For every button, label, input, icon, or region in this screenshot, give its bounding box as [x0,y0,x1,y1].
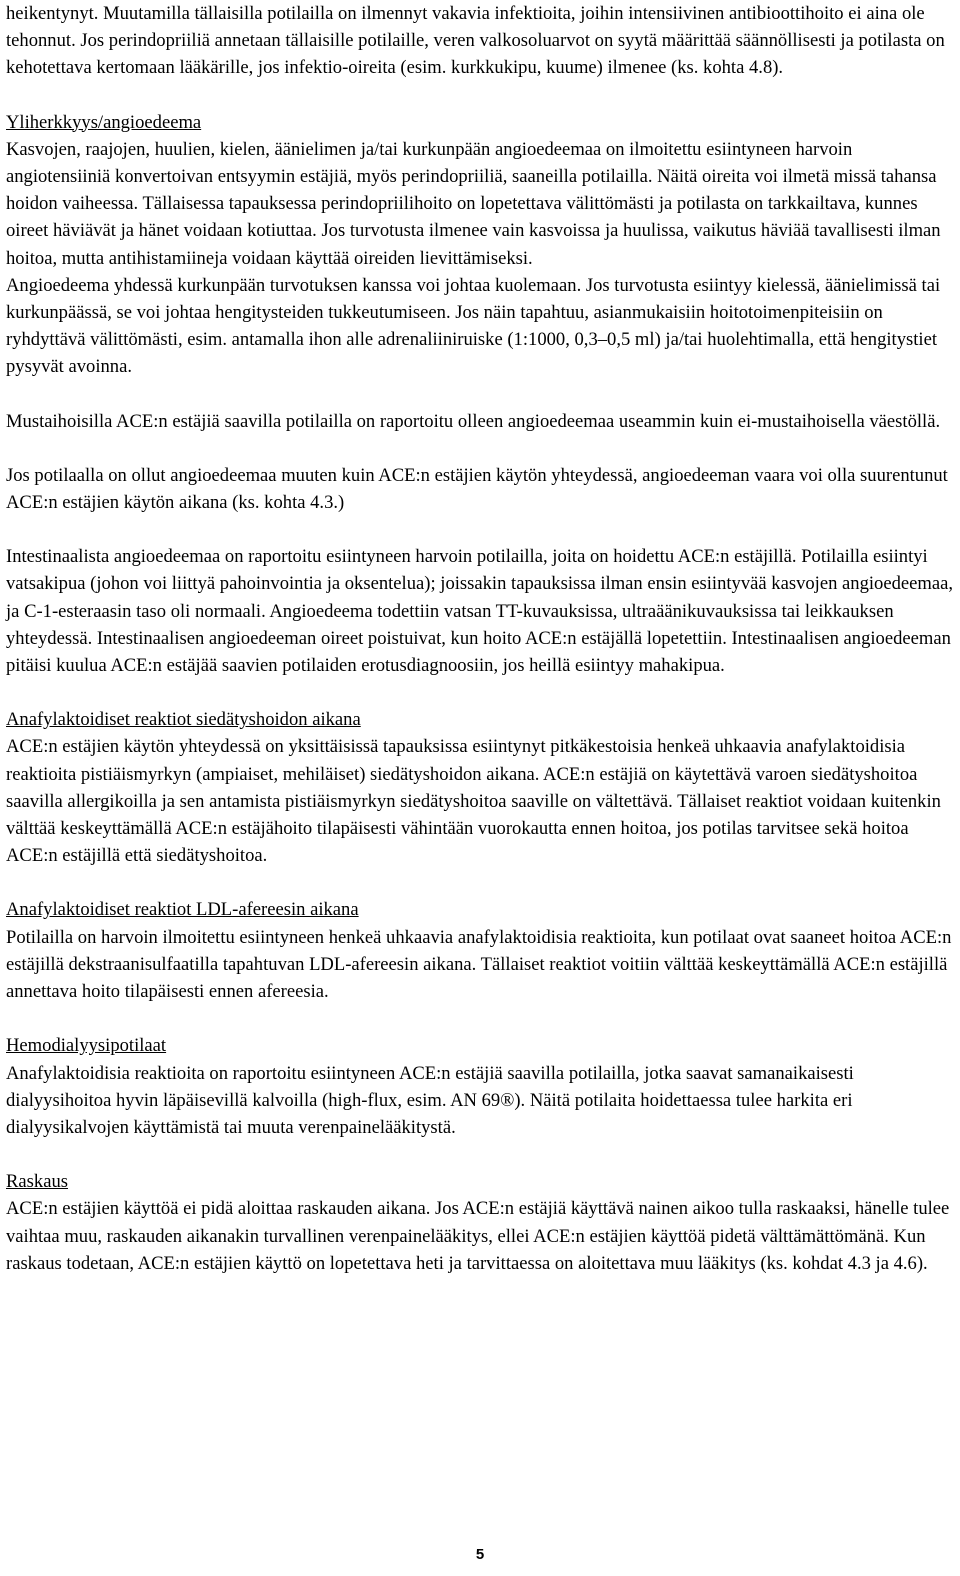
section-angioedema [6,109,954,680]
section-heading-ldl-apheresis: Anafylaktoidiset reaktiot LDL-afereesin aikana [6,899,359,921]
desensitization-paragraph: ACE:n estäjien käytön yhteydessä on yksittäisissä tapauksissa esiintynyt pitkäkestoisia henkeä uhkaavia anafylaktoidisia reaktioita pistiäismyrkyn (ampiaiset, mehiläiset) siedätyshoidon aikana. ACE:n estäjiä on käytettävä varoen siedätyshoitoa saavilla allergikoilla ja sen antamista pistiäismyrkyn siedätyshoitoa saaville on vältettävä. Tällaiset reaktiot voidaan kuitenkin välttää keskeyttämällä ACE:n estäjähoito tilapäisesti vähintään vuorokautta ennen hoitoa, jos potilas tarvitsee sekä hoitoa ACE:n estäjillä että siedätyshoitoa. [6,736,941,867]
paragraph-gap [6,869,954,896]
angioedema-paragraph-4: Jos potilaalla on ollut angioedeemaa muuten kuin ACE:n estäjien käytön yhteydessä, angioedeeman vaara voi olla suurentunut ACE:n estäjien käytön aikana (ks. kohta 4.3.) [6,464,948,514]
pregnancy-paragraph: ACE:n estäjien käyttöä ei pidä aloittaa raskauden aikana. Jos ACE:n estäjiä käyttävä nainen aikoo tulla raskaaksi, hänelle tulee vaihtaa muu, raskauden aikanakin turvallinen verenpainelääkitys, ellei ACE:n estäjien käyttöä pidetä välttämättömänä. Kun raskaus todetaan, ACE:n estäjien käyttö on lopetettava heti ja tarvittaessa on aloitettava muu lääkitys (ks. kohdat 4.3 ja 4.6). [6,1198,950,1274]
paragraph-gap [6,381,954,408]
paragraph-gap [6,82,954,109]
document-page [6,0,954,1277]
section-heading-angioedema: Yliherkkyys/angioedeema [6,111,202,133]
angioedema-paragraph-2: Angioedeema yhdessä kurkunpään turvotuksen kanssa voi johtaa kuolemaan. Jos turvotusta esiintyy kielessä, äänielimissä tai kurkunpäässä, se voi johtaa hengitysteiden tukkeutumiseen. Jos näin tapahtuu, asianmukaisiin hoitotoimenpiteisiin on ryhdyttävä välittömästi, esim. antamalla ihon alle adrenaliiniruiske (1:1000, 0,3–0,5 ml) ja/tai huolehtimalla, että hengitystiet pysyvät avoinna. [6,274,941,378]
hemodialysis-paragraph: Anafylaktoidisia reaktioita on raportoitu esiintyneen ACE:n estäjiä saavilla potilailla, jotka saavat samanaikaisesti dialyysihoitoa hyvin läpäisevillä kalvoilla (high-flux, esim. AN 69®). Näitä potilaita hoidettaessa tulee harkita eri dialyysikalvojen käyttämistä tai muuta verenpainelääkitystä. [6,1062,854,1138]
section-hemodialysis [6,1032,954,1141]
angioedema-paragraph-5: Intestinaalista angioedeemaa on raportoitu esiintyneen harvoin potilailla, joita on hoidettu ACE:n estäjillä. Potilailla esiintyi vatsakipua (johon voi liittyä pahoinvointia ja oksentelua); joissakin tapauksissa ilman ensin esiintyvää kasvojen angioedeemaa, ja C-1-esteraasin taso oli normaali. Angioedeema todettiin vatsan TT-kuvauksissa, ultraäänikuvauksissa tai leikkauksen yhteydessä. Intestinaalisen angioedeeman oireet poistuivat, kun hoito ACE:n estäjällä lopetettiin. Intestinaalisen angioedeeman pitäisi kuulua ACE:n estäjää saavien potilaiden erotusdiagnoosiin, jos heillä esiintyy mahakipua. [6,546,954,677]
ldl-apheresis-paragraph: Potilailla on harvoin ilmoitettu esiintyneen henkeä uhkaavia anafylaktoidisia reaktioita, kun potilaat ovat saaneet hoitoa ACE:n estäjillä dekstraanisulfaatilla tapahtuvan LDL-afereesin aikana. Tällaiset reaktiot voitiin välttää keskeyttämällä ACE:n estäjillä annettava hoito tilapäisesti ennen afereesia. [6,926,952,1003]
paragraph-gap [6,679,954,706]
angioedema-paragraph-3: Mustaihoisilla ACE:n estäjiä saavilla potilailla on raportoitu olleen angioedeemaa useammin kuin ei-mustaihoisella väestöllä. [6,410,941,432]
section-desensitization [6,706,954,869]
paragraph-gap [6,516,954,543]
paragraph-gap [6,1141,954,1168]
section-ldl-apheresis [6,896,954,1005]
page-number: 5 [475,1546,485,1563]
paragraph-gap [6,435,954,462]
paragraph-gap [6,1005,954,1032]
section-heading-pregnancy: Raskaus [6,1171,68,1193]
intro-paragraph: heikentynyt. Muutamilla tällaisilla potilailla on ilmennyt vakavia infektioita, joihin intensiivinen antibioottihoito ei aina ole tehonnut. Jos perindopriiliä annetaan tällaisille potilaille, veren valkosoluarvot on syytä määrittää säännöllisesti ja potilasta on kehotettava kertomaan lääkärille, jos infektio-oireita (esim. kurkkukipu, kuume) ilmenee (ks. kohta 4.8). [6,3,945,79]
section-heading-hemodialysis: Hemodialyysipotilaat [6,1035,167,1057]
section-pregnancy [6,1168,954,1277]
section-heading-desensitization: Anafylaktoidiset reaktiot siedätyshoidon aikana [6,709,361,731]
angioedema-paragraph-1: Kasvojen, raajojen, huulien, kielen, äänielimen ja/tai kurkunpään angioedeemaa on ilmoitettu esiintyneen harvoin angiotensiiniä konvertoivan entsyymin estäjiä, myös perindopriiliä, saaneilla potilailla. Näitä oireita voi ilmetä missä tahansa hoidon vaiheessa. Tällaisessa tapauksessa perindopriilihoito on lopetettava välittömästi ja potilasta on tarkkailtava, kunnes oireet häviävät ja hänet voidaan kotiuttaa. Jos turvotusta ilmenee vain kasvoissa ja huulissa, vaikutus häviää tavallisesti ilman hoitoa, mutta antihistamiineja voidaan käyttää oireiden lievittämiseksi. [6,138,941,269]
